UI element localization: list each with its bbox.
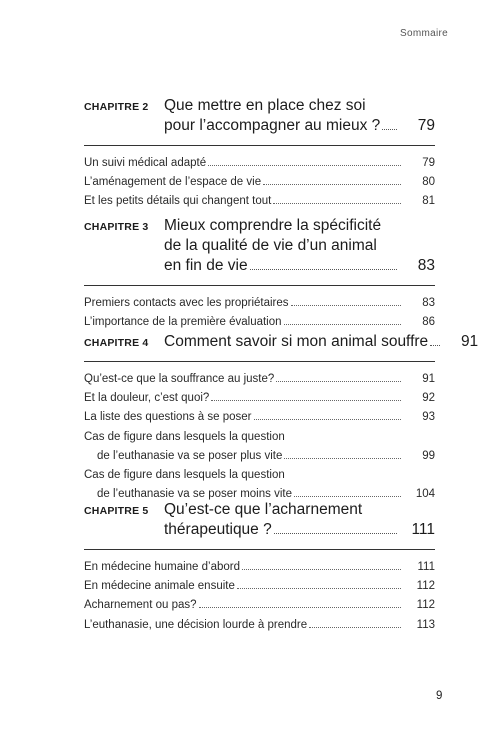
chapter-page-number: 79 — [417, 117, 435, 134]
chapter-2 — [84, 96, 435, 212]
toc-entry[interactable] — [84, 558, 435, 577]
chapter-title-line: pour l’accompagner au mieux ? — [164, 117, 381, 134]
dot-leader — [284, 458, 401, 459]
toc-entry[interactable] — [84, 192, 435, 211]
dot-leader — [291, 305, 401, 306]
running-head: Sommaire — [400, 28, 448, 39]
divider-rule — [84, 549, 435, 550]
dot-leader — [382, 129, 397, 130]
entry-title: de l’euthanasie va se poser plus vite — [97, 449, 283, 462]
entry-page-number: 99 — [422, 449, 435, 462]
chapter-title-line: Qu’est-ce que l’acharnement — [164, 501, 363, 518]
dot-leader — [263, 184, 401, 185]
entry-page-number: 92 — [422, 392, 435, 405]
dot-leader — [284, 324, 401, 325]
dot-leader — [294, 496, 401, 497]
entry-title: En médecine animale ensuite — [84, 580, 235, 593]
toc-entry[interactable] — [84, 616, 435, 635]
chapter-title-last-line — [164, 332, 478, 352]
entry-page-number: 112 — [416, 599, 435, 612]
entry-list — [84, 294, 435, 332]
dot-leader — [237, 588, 401, 589]
divider-rule — [84, 361, 435, 362]
chapter-title-last-line — [164, 256, 435, 276]
chapter-title[interactable] — [164, 216, 435, 276]
entry-list — [84, 558, 435, 635]
toc-entry[interactable] — [84, 596, 435, 615]
entry-title: Premiers contacts avec les propriétaires — [84, 297, 289, 309]
entry-title: En médecine humaine d’abord — [84, 561, 240, 573]
chapter-5 — [84, 500, 435, 635]
entry-title-first-line: Cas de figure dans lesquels la question — [84, 430, 285, 443]
entry-title-first-line: Cas de figure dans lesquels la question — [84, 469, 285, 482]
chapter-heading — [84, 332, 479, 352]
toc-entry[interactable] — [84, 173, 435, 192]
entry-page-number: 80 — [422, 176, 435, 189]
dot-leader — [276, 381, 401, 382]
dot-leader — [242, 569, 401, 570]
toc-entry[interactable] — [84, 294, 435, 313]
toc-entry[interactable] — [84, 428, 435, 466]
entry-page-number: 112 — [416, 580, 435, 593]
chapter-title-line: en fin de vie — [164, 257, 248, 274]
chapter-label: CHAPITRE 2 — [84, 101, 149, 113]
entry-title: Et les petits détails qui changent tout — [84, 195, 272, 208]
entry-list — [84, 154, 435, 212]
chapter-title[interactable] — [164, 500, 435, 540]
dot-leader — [309, 627, 401, 628]
entry-title: L’euthanasie, une décision lourde à prendre — [84, 618, 308, 631]
entry-page-number: 93 — [422, 411, 435, 424]
entry-title: La liste des questions à se poser — [84, 411, 252, 424]
dot-leader — [199, 607, 401, 608]
entry-title: Un suivi médical adapté — [84, 157, 207, 169]
entry-list — [84, 370, 435, 504]
entry-page-number: 86 — [422, 316, 435, 329]
entry-title: de l’euthanasie va se poser moins vite — [97, 488, 292, 501]
chapter-heading — [84, 216, 435, 276]
dot-leader — [250, 269, 397, 270]
chapter-3 — [84, 216, 435, 332]
entry-page-number: 91 — [422, 373, 435, 385]
toc-entry[interactable] — [84, 154, 435, 173]
entry-page-number: 104 — [415, 488, 435, 501]
toc-entry[interactable] — [84, 313, 435, 332]
entry-title-last-line — [84, 447, 435, 466]
chapter-page-number: 91 — [460, 333, 479, 350]
chapter-label: CHAPITRE 3 — [84, 221, 149, 233]
chapter-label: CHAPITRE 4 — [84, 337, 149, 349]
entry-page-number: 113 — [416, 618, 435, 631]
toc-entry[interactable] — [84, 389, 435, 408]
entry-page-number: 79 — [422, 157, 435, 169]
chapter-title-line: thérapeutique ? — [164, 521, 272, 538]
dot-leader — [274, 533, 397, 534]
page-number: 9 — [436, 690, 443, 702]
divider-rule — [84, 285, 435, 286]
entry-title: Acharnement ou pas? — [84, 599, 197, 612]
toc-entry[interactable] — [84, 577, 435, 596]
chapter-title[interactable] — [164, 96, 435, 136]
chapter-label: CHAPITRE 5 — [84, 505, 149, 517]
chapter-4 — [84, 332, 479, 504]
entry-page-number: 111 — [417, 561, 435, 573]
entry-page-number: 81 — [422, 195, 435, 208]
chapter-page-number: 83 — [417, 257, 435, 274]
dot-leader — [254, 419, 402, 420]
entry-page-number: 83 — [422, 297, 435, 309]
chapter-title-line: de la qualité de vie d’un animal — [164, 237, 377, 254]
dot-leader — [211, 400, 401, 401]
chapter-heading — [84, 500, 435, 540]
toc-entry[interactable] — [84, 466, 435, 504]
dot-leader — [273, 203, 401, 204]
entry-title: Qu’est-ce que la souffrance au juste? — [84, 373, 275, 385]
chapter-title-line: Que mettre en place chez soi — [164, 97, 366, 114]
entry-title: L’aménagement de l’espace de vie — [84, 176, 262, 189]
chapter-title-line: Comment savoir si mon animal souffre — [164, 333, 429, 350]
dot-leader — [430, 345, 440, 346]
dot-leader — [208, 165, 401, 166]
divider-rule — [84, 145, 435, 146]
chapter-title-last-line — [164, 116, 435, 136]
entry-title: L’importance de la première évaluation — [84, 316, 282, 329]
chapter-title-last-line — [164, 520, 435, 540]
toc-entry[interactable] — [84, 408, 435, 427]
entry-title: Et la douleur, c’est quoi? — [84, 392, 210, 405]
chapter-heading — [84, 96, 435, 136]
toc-entry[interactable] — [84, 370, 435, 389]
chapter-title[interactable] — [164, 332, 478, 352]
chapter-title-line: Mieux comprendre la spécificité — [164, 217, 382, 234]
chapter-page-number: 111 — [411, 521, 435, 538]
